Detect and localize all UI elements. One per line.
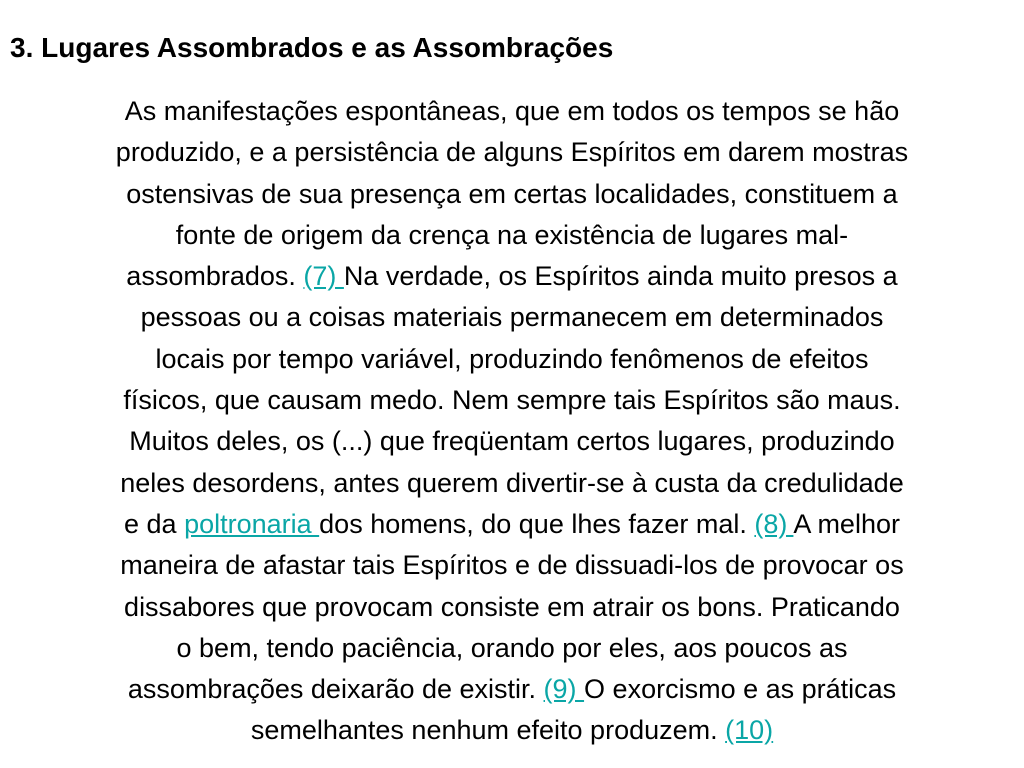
paragraph-line	[6, 297, 1018, 338]
section-heading: 3. Lugares Assombrados e as Assombrações	[10, 32, 614, 63]
text-segment: fonte de origem da crença na existência de lugares mal-	[175, 219, 849, 250]
text-segment: neles desordens, antes querem divertir-se à custa da credulidade	[120, 467, 904, 498]
text-segment: físicos, que causam medo. Nem sempre tais Espíritos são maus.	[123, 385, 901, 416]
text-segment: assombrações deixarão de existir.	[127, 674, 544, 705]
paragraph-line	[6, 463, 1018, 504]
text-segment: Na verdade, os Espíritos ainda muito presos a	[343, 261, 898, 292]
paragraph-line	[6, 587, 1018, 628]
text-segment: locais por tempo variável, produzindo fenômenos de efeitos	[155, 343, 869, 374]
paragraph-line	[6, 421, 1018, 462]
paragraph-line	[6, 91, 1018, 132]
text-segment: maneira de afastar tais Espíritos e de dissuadi-los de provocar os	[120, 550, 904, 581]
footnote-link-9[interactable]: (9)	[543, 674, 585, 705]
footnote-link-7[interactable]: (7)	[303, 261, 344, 292]
paragraph-line	[6, 174, 1018, 215]
text-segment: semelhantes nenhum efeito produzem.	[250, 715, 726, 746]
text-segment: dos homens, do que lhes fazer mal.	[319, 508, 755, 539]
paragraph-line	[6, 132, 1018, 173]
text-segment: pessoas ou a coisas materiais permanecem em determinados	[140, 302, 884, 333]
text-segment: o bem, tendo paciência, orando por eles, aos poucos as	[176, 632, 848, 663]
text-segment: Muitos deles, os (...) que freqüentam certos lugares, produzindo	[129, 426, 895, 457]
paragraph-line	[6, 669, 1018, 710]
paragraph-line	[6, 545, 1018, 586]
body-paragraph	[6, 91, 1018, 752]
footnote-link-10[interactable]: (10)	[725, 715, 774, 746]
footnote-link-8[interactable]: (8)	[754, 508, 794, 539]
paragraph-line	[6, 215, 1018, 256]
text-segment: O exorcismo e as práticas	[584, 674, 897, 705]
paragraph-line	[6, 628, 1018, 669]
text-segment: A melhor	[793, 508, 900, 539]
text-segment: assombrados.	[126, 261, 304, 292]
poltronaria-link[interactable]: poltronaria	[184, 508, 320, 539]
text-segment: dissabores que provocam consiste em atrair os bons. Praticando	[124, 591, 900, 622]
paragraph-line	[6, 380, 1018, 421]
paragraph-line	[6, 710, 1018, 751]
text-segment: As manifestações espontâneas, que em todos os tempos se hão	[124, 96, 900, 126]
paragraph-line	[6, 504, 1018, 545]
text-segment: ostensivas de sua presença em certas localidades, constituem a	[126, 178, 898, 209]
paragraph-line	[6, 339, 1018, 380]
paragraph-line	[6, 256, 1018, 297]
text-segment: produzido, e a persistência de alguns Espíritos em darem mostras	[115, 137, 909, 168]
text-segment: e da	[124, 508, 185, 539]
